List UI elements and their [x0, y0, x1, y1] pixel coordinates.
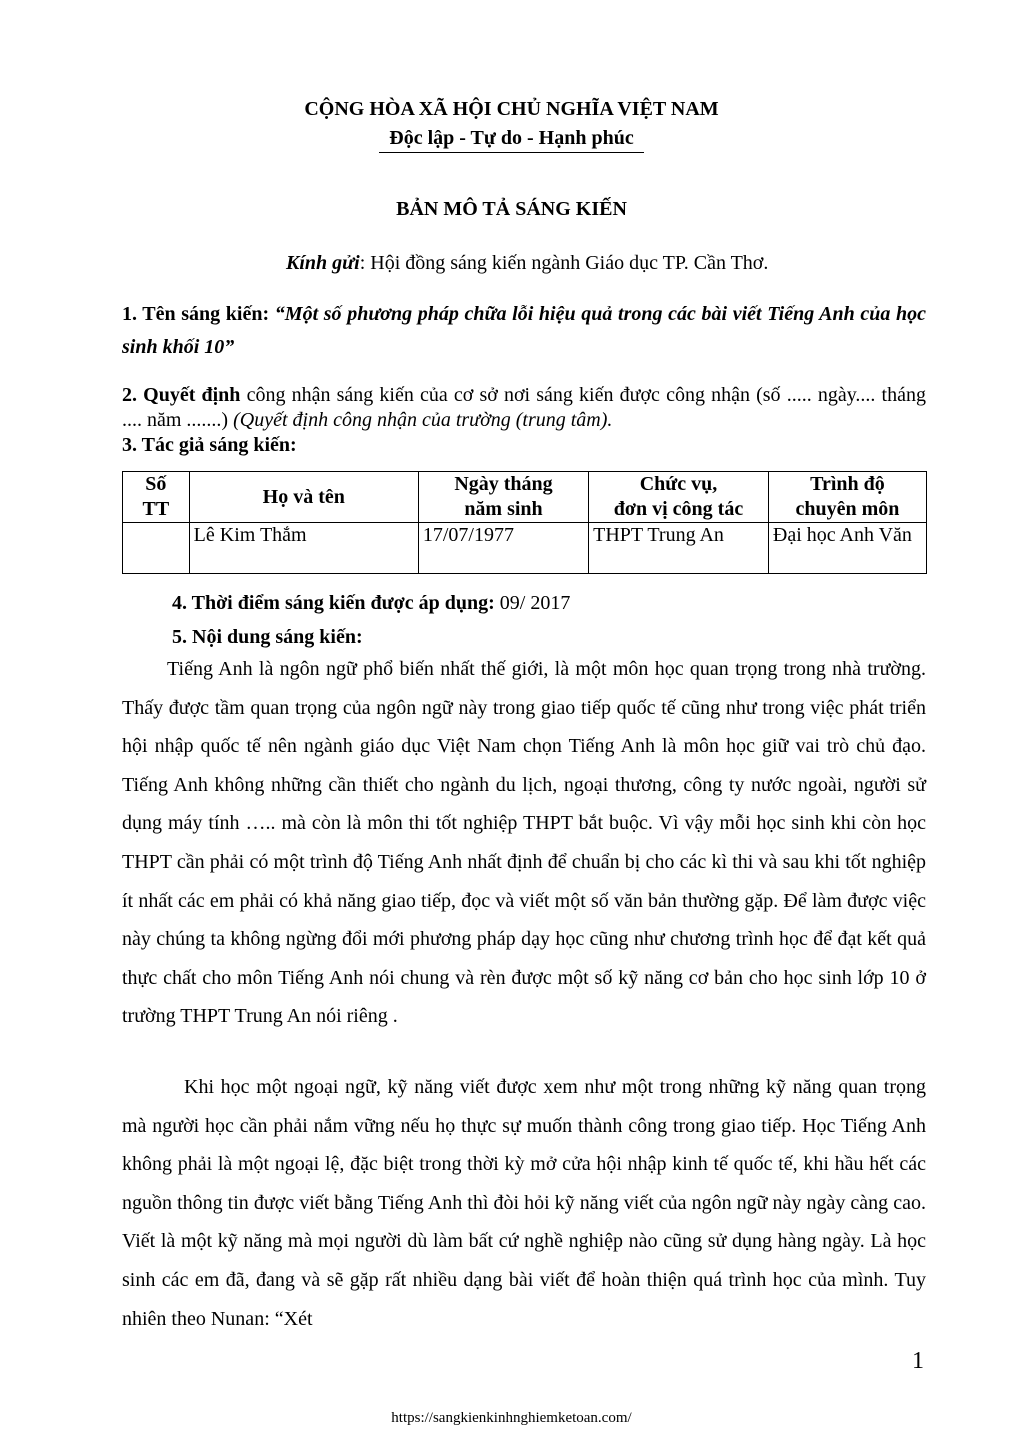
header-date-of-birth: Ngày tháng năm sinh	[418, 472, 588, 523]
header-number: Số TT	[123, 472, 190, 523]
section2-note: (Quyết định công nhận của trường (trung tâm).	[233, 409, 613, 431]
cell-date-of-birth: 17/07/1977	[418, 523, 588, 574]
header-position-unit: Chức vụ, đơn vị công tác	[589, 472, 769, 523]
section2-label: 2. Quyết định	[122, 384, 241, 406]
header-full-name: Họ và tên	[189, 472, 418, 523]
national-motto: Độc lập - Tự do - Hạnh phúc	[379, 127, 643, 153]
recipient-line	[286, 252, 768, 275]
page-number: 1	[912, 1348, 924, 1374]
paragraph-1-text: Tiếng Anh là ngôn ngữ phổ biến nhất thế giới, là một môn học quan trọng trong nhà trường. Thấy được tầm quan trọng của ngôn ngữ này trong giao tiếp quốc tế cũng như trong việc phát triển hội nhập quốc tế nên ngành giáo dục Việt Nam chọn Tiếng Anh là môn học giữ vai trò chủ đạo. Tiếng Anh không những cần thiết cho ngành du lịch, ngoại thương, công ty nước ngoài, người sử dụng máy tính ….. mà còn là môn thi tốt nghiệp THPT bắt buộc. Vì vậy mỗi học sinh khi còn học THPT cần phải có một trình độ Tiếng Anh nhất định để chuẩn bị cho các kì thi và sau khi tốt nghiệp ít nhất các em phải có khả năng giao tiếp, đọc và viết một số văn bản thường gặp. Để làm được việc này chúng ta không ngừng đổi mới phương pháp dạy học cũng như chương trình học để đạt kết quả thực chất cho môn Tiếng Anh nói chung và rèn được một số kỹ năng cơ bản cho học sinh lớp 10 ở trường THPT Trung An nói riêng .	[122, 658, 926, 1028]
section4-label: 4. Thời điểm sáng kiến được áp dụng:	[172, 592, 495, 614]
section-content-heading: 5. Nội dung sáng kiến:	[172, 626, 363, 648]
national-title: CỘNG HÒA XÃ HỘI CHỦ NGHĨA VIỆT NAM	[304, 98, 719, 120]
section-decision	[122, 383, 926, 433]
header-qualification: Trình độ chuyên môn	[768, 472, 926, 523]
author-table-header-row	[123, 472, 927, 523]
author-table	[122, 471, 927, 574]
cell-qualification: Đại học Anh Văn	[768, 523, 926, 574]
cell-number	[123, 523, 190, 574]
section4-value: 09/ 2017	[494, 592, 571, 614]
section-application-time	[172, 592, 570, 615]
recipient-text: : Hội đồng sáng kiến ngành Giáo dục TP. Cần Thơ.	[359, 252, 769, 274]
cell-full-name: Lê Kim Thắm	[189, 523, 418, 574]
cell-position-unit: THPT Trung An	[589, 523, 769, 574]
section2-text: công nhận sáng kiến của cơ sở nơi sáng kiến được công nhận (số ..... ngày.... tháng .... năm .......)	[122, 384, 926, 431]
paragraph-2-text: Khi học một ngoại ngữ, kỹ năng viết được xem như một trong những kỹ năng quan trọng mà người học cần phải nắm vững nếu họ thực sự muốn thành công trong giao tiếp. Học Tiếng Anh không phải là một ngoại lệ, đặc biệt trong thời kỳ mở cửa hội nhập kinh tế quốc tế, khi hầu hết các nguồn thông tin được viết bằng Tiếng Anh thì đòi hỏi kỹ năng viết của ngôn ngữ này ngày càng cao. Viết là một kỹ năng mà mọi người dù làm bất cứ nghề nghiệp nào cũng sử dụng hàng ngày. Là học sinh các em đã, đang và sẽ gặp rất nhiều dạng bài viết để hoàn thiện quá trình học của mình. Tuy nhiên theo Nunan: “Xét	[122, 1076, 926, 1330]
recipient-label: Kính gửi	[286, 252, 360, 274]
motto-wrapper	[0, 127, 1023, 153]
section-initiative-name	[122, 298, 926, 364]
initiative-name: “Một số phương pháp chữa lỗi hiệu quả trong các bài viết Tiếng Anh của học sinh khối 10”	[122, 303, 927, 358]
table-row	[123, 523, 927, 574]
document-title: BẢN MÔ TẢ SÁNG KIẾN	[396, 198, 627, 220]
section1-label: 1. Tên sáng kiến:	[122, 303, 270, 325]
footer-url: https://sangkienkinhnghiemketoan.com/	[391, 1410, 632, 1426]
content-paragraph-1	[122, 650, 926, 1036]
section-authors-heading: 3. Tác giả sáng kiến:	[122, 434, 297, 456]
content-paragraph-2	[122, 1068, 926, 1338]
